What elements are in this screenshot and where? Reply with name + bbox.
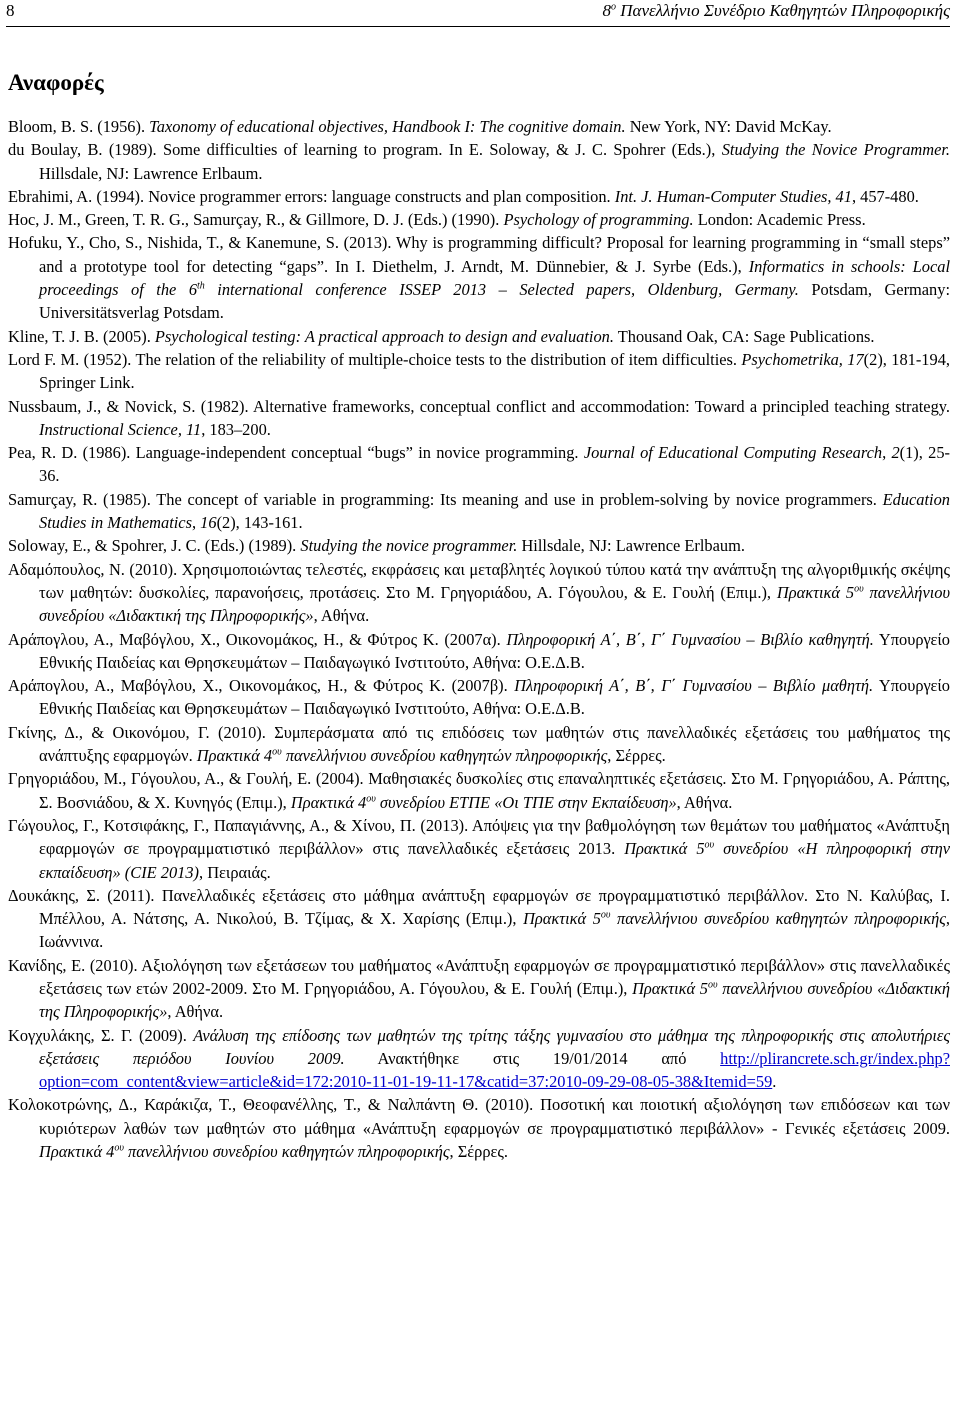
reference-text: Κογχυλάκης, Σ. Γ. (2009). — [8, 1025, 194, 1045]
reference-entry — [8, 208, 950, 231]
reference-italic: international conference ISSEP 2013 – Selected papers, Oldenburg, Germany. — [204, 280, 799, 300]
reference-list — [8, 115, 950, 1163]
reference-text: Thousand Oak, CA: Sage Publications. — [613, 326, 875, 346]
reference-italic: Psychological testing: A practical approach to design and evaluation. — [154, 326, 614, 346]
running-header — [6, 0, 950, 27]
reference-italic: Πρακτικά 4 — [290, 792, 367, 812]
reference-text: , — [191, 513, 201, 533]
reference-italic: Πρακτικά 5 — [523, 909, 601, 929]
reference-entry — [8, 441, 950, 488]
reference-italic: Πρακτικά 5 — [776, 582, 855, 602]
section-heading: Αναφορές — [8, 70, 104, 95]
reference-text: , Ιωάννινα. — [39, 909, 951, 952]
reference-entry — [8, 884, 950, 954]
reference-entry — [8, 558, 950, 628]
reference-italic: Taxonomy of educational objectives, Handbook I: The cognitive domain. — [149, 117, 626, 136]
reference-italic: Ανάλυση της επίδοσης των μαθητών της τρίτης τάξης γυμνασίου στο μάθημα της πληροφορικής στις απολυτήριες εξετάσεις περιόδου Ιουνίου 2009. — [39, 1025, 951, 1068]
reference-text: Soloway, E., & Spohrer, J. C. (Eds.) (1989). — [8, 536, 301, 556]
reference-entry — [8, 115, 950, 138]
reference-text: (2), 143-161. — [216, 513, 303, 533]
reference-text: Ανακτήθηκε στις 19/01/2014 από — [344, 1048, 721, 1068]
reference-text: (2), 181-194, Springer Link. — [39, 349, 950, 393]
reference-text: Αράπογλου, Α., Μαβόγλου, Χ., Οικονομάκος, Η., & Φύτρος Κ. (2007α). — [8, 629, 507, 649]
reference-text: Αράπογλου, Α., Μαβόγλου, Χ., Οικονομάκος, Η., & Φύτρος Κ. (2007β). — [8, 676, 515, 696]
reference-text: Lord F. M. (1952). The relation of the reliability of multiple-choice tests to the distribution of item difficulties. — [8, 349, 742, 369]
reference-text: Υπουργείο Εθνικής Παιδείας και Θρησκευμάτων – Παιδαγωγικό Ινστιτούτο, Αθήνα: Ο.Ε.Δ.Β. — [39, 629, 950, 672]
reference-text: Samurçay, R. (1985). The concept of variable in programming: Its meaning and use in problem-solving by novice programmers. — [8, 489, 883, 509]
reference-text: Hofuku, Y., Cho, S., Nishida, T., & Kanemune, S. (2013). Why is programming difficult? Proposal for learning programming in “small steps” and a prototype tool for detecting “gaps”. In I. Diethelm, J. Arndt, M. Dünnebier, & J. Syrbe (Eds.), — [8, 233, 950, 276]
superscript: ου — [854, 583, 864, 595]
reference-entry — [8, 231, 950, 324]
reference-entry — [8, 954, 950, 1024]
reference-text: Γρηγοριάδου, Μ., Γόγουλου, Α., & Γουλή, Ε. (2004). Μαθησιακές δυσκολίες στις επαναληπτικές εξετάσεις. Στο Μ. Γρηγοριάδου, Α. Ράπτης, Σ. Βοσνιάδου, & Χ. Κυνηγός (Επιμ.), — [8, 769, 950, 812]
reference-entry — [8, 1093, 950, 1163]
reference-italic: συνεδρίου «Η πληροφορική στην εκπαίδευση» (CIE 2013) — [39, 839, 950, 882]
reference-text: . — [772, 1072, 777, 1092]
reference-text: Ebrahimi, A. (1994). Novice programmer errors: language constructs and plan composition. — [8, 186, 615, 206]
reference-italic: Πρακτικά 5 — [624, 839, 705, 859]
reference-text: New York, NY: David McKay. — [625, 117, 832, 136]
reference-text: Pea, R. D. (1986). Language-independent conceptual “bugs” in novice programming. — [8, 443, 584, 463]
reference-entry — [8, 674, 950, 721]
reference-text: , — [882, 443, 892, 463]
reference-italic: Πρακτικά 5 — [632, 978, 708, 998]
reference-text: , Σέρρες. — [449, 1142, 508, 1162]
reference-italic: πανελλήνιου συνεδρίου «Διδακτική της Πληροφορικής» — [39, 978, 951, 1022]
reference-entry — [8, 628, 950, 675]
reference-text: , Σέρρες. — [607, 746, 666, 766]
reference-italic: συνεδρίου ΕΤΠΕ «Οι ΤΠΕ στην Εκπαίδευση» — [375, 792, 677, 812]
reference-entry — [8, 348, 950, 395]
reference-italic: 2 — [891, 443, 900, 463]
reference-text: Κανίδης, Ε. (2010). Αξιολόγηση των εξετάσεων του μαθήματος «Ανάπτυξη εφαρμογών σε προγραμματιστικό περιβάλλον» στις πανελλαδικές εξετάσεις των ετών 2002-2009. Στο Μ. Γρηγοριάδου, Α. Γόγουλου, & Ε. Γουλή (Επιμ.), — [8, 955, 950, 998]
reference-text: , Πειραιάς. — [199, 862, 271, 882]
reference-text: Kline, T. J. B. (2005). — [8, 326, 155, 346]
reference-text: Bloom, B. S. (1956). — [8, 117, 150, 136]
superscript: ου — [272, 746, 282, 758]
reference-text: du Boulay, B. (1989). Some difficulties of learning to program. In E. Soloway, & J. C. Spohrer (Eds.), — [8, 140, 722, 160]
reference-entry — [8, 1024, 950, 1094]
reference-italic: πανελλήνιου συνεδρίου καθηγητών πληροφορικής — [281, 746, 608, 766]
reference-italic: πανελλήνιου συνεδρίου «Διδακτική της Πληροφορικής» — [39, 582, 950, 626]
reference-text: Hillsdale, NJ: Lawrence Erlbaum. — [517, 536, 745, 556]
reference-entry — [8, 488, 950, 535]
reference-entry — [8, 767, 950, 814]
reference-text: , Αθήνα. — [167, 1002, 224, 1022]
reference-italic: πανελλήνιου συνεδρίου καθηγητών πληροφορικής — [123, 1142, 450, 1162]
reference-entry — [8, 814, 950, 884]
reference-italic: πανελλήνιου συνεδρίου καθηγητών πληροφορικής — [610, 909, 946, 929]
reference-text: Δουκάκης, Σ. (2011). Πανελλαδικές εξετάσεις στο μάθημα ανάπτυξη εφαρμογών σε προγραμματιστικό περιβάλλον. Στο Ν. Καλύβας, Ι. Μπέλλου, Α. Νάτσης, Α. Νικολού, Β. Τζίμας, & Χ. Χαρίσης (Επιμ.), — [8, 885, 950, 929]
superscript: ου — [114, 1142, 124, 1154]
reference-entry — [8, 395, 950, 442]
reference-link[interactable]: http://plirancrete.sch.gr/index.php?option=com_content&view=article&id=172:2010-11-01-19-11-17&catid=37:2010-09-29-08-05-38&Itemid=59 — [39, 1048, 950, 1092]
reference-text: Υπουργείο Εθνικής Παιδείας και Θρησκευμάτων – Παιδαγωγικό Ινστιτούτο, Αθήνα: Ο.Ε.Δ.Β. — [39, 676, 950, 719]
reference-entry — [8, 534, 950, 557]
reference-italic: Πρακτικά 4 — [196, 746, 273, 766]
reference-italic: Πληροφορική Α΄, Β΄, Γ΄ Γυμνασίου – Βιβλίο καθηγητή. — [506, 629, 874, 649]
reference-italic: Πληροφορική Α΄, Β΄, Γ΄ Γυμνασίου – Βιβλίο μαθητή. — [514, 676, 874, 696]
reference-italic: Journal of Educational Computing Research — [583, 443, 883, 463]
reference-italic: Psychology of programming. — [503, 210, 694, 230]
reference-text: Γκίνης, Δ., & Οικονόμου, Γ. (2010). Συμπεράσματα από τις επιδόσεις των μαθητών στις πανελλαδικές εξετάσεις του μαθήματος της ανάπτυξης εφαρμογών. — [8, 722, 950, 766]
reference-italic: Education Studies in Mathematics — [39, 489, 950, 533]
reference-entry — [8, 138, 950, 185]
reference-entry — [8, 721, 950, 768]
reference-text: , Αθήνα. — [313, 606, 370, 626]
reference-italic: Informatics in schools: Local proceedings of the 6 — [39, 256, 950, 300]
reference-text: , Αθήνα. — [676, 792, 733, 812]
reference-text: Potsdam, Germany: Universitätsverlag Potsdam. — [39, 280, 951, 323]
reference-italic: Int. J. Human-Computer Studies, 41 — [614, 186, 852, 206]
superscript: ου — [366, 793, 376, 805]
superscript: ου — [704, 839, 715, 851]
conference-title: $8^o$ Πανελλήνιο Συνέδριο Καθηγητών Πληροφορικής — [602, 1, 950, 20]
reference-text: Γώγουλος, Γ., Κοτσιφάκης, Γ., Παπαγιάννης, Α., & Χίνου, Π. (2013). Απόψεις για την βαθμολόγηση των θεμάτων του μαθήματος «Ανάπτυξη εφαρμογών σε προγραμματιστικό περιβάλλον» στις πανελλαδικές εξετάσεις 2013. — [8, 815, 950, 859]
reference-text: , 183–200. — [201, 419, 271, 439]
superscript: ου — [708, 979, 718, 991]
reference-text: Hoc, J. M., Green, T. R. G., Samurçay, R., & Gillmore, D. J. (Eds.) (1990). — [8, 210, 504, 230]
reference-text: (1), 25-36. — [39, 443, 950, 486]
superscript: ου — [600, 909, 611, 921]
reference-italic: Πρακτικά 4 — [39, 1142, 115, 1162]
reference-text: Κολοκοτρώνης, Δ., Καράκιζα, Τ., Θεοφανέλλης, Τ., & Ναλπάντη Θ. (2010). Ποσοτική και ποιοτική αξιολόγηση των επιδόσεων και των κυριότερων λαθών των μαθητών στο μάθημα «Ανάπτυξη εφαρμογών σε προγραμματιστικό περιβάλλον» - Γενικές εξετάσεις 2009. — [8, 1095, 950, 1138]
superscript: th — [197, 280, 205, 292]
reference-italic: 16 — [200, 513, 217, 533]
reference-italic: Studying the Novice Programmer. — [721, 140, 950, 160]
reference-text: Nussbaum, J., & Novick, S. (1982). Alternative frameworks, conceptual conflict and accommodation: Toward a principled teaching strategy. — [8, 396, 950, 416]
reference-text: London: Academic Press. — [693, 210, 866, 230]
reference-italic: Psychometrika, 17 — [741, 349, 864, 369]
reference-italic: Instructional Science, 11 — [39, 419, 202, 439]
page-number: 8 — [6, 1, 15, 20]
reference-entry — [8, 325, 950, 348]
reference-entry — [8, 185, 950, 208]
reference-italic: Studying the novice programmer. — [300, 536, 518, 556]
reference-text: , 457-480. — [851, 186, 919, 206]
reference-text: Hillsdale, NJ: Lawrence Erlbaum. — [39, 163, 263, 183]
reference-text: Αδαμόπουλος, Ν. (2010). Χρησιμοποιώντας τελεστές, εκφράσεις και μεταβλητές λογικού τύπου κατά την ανάπτυξη της αλγοριθμικής σκέψης των μαθητών: δυσκολίες, παρανοήσεις, προτάσεις. Στο Μ. Γρηγοριάδου, Α. Γόγουλου, & Ε. Γουλή (Επιμ.), — [8, 559, 950, 602]
